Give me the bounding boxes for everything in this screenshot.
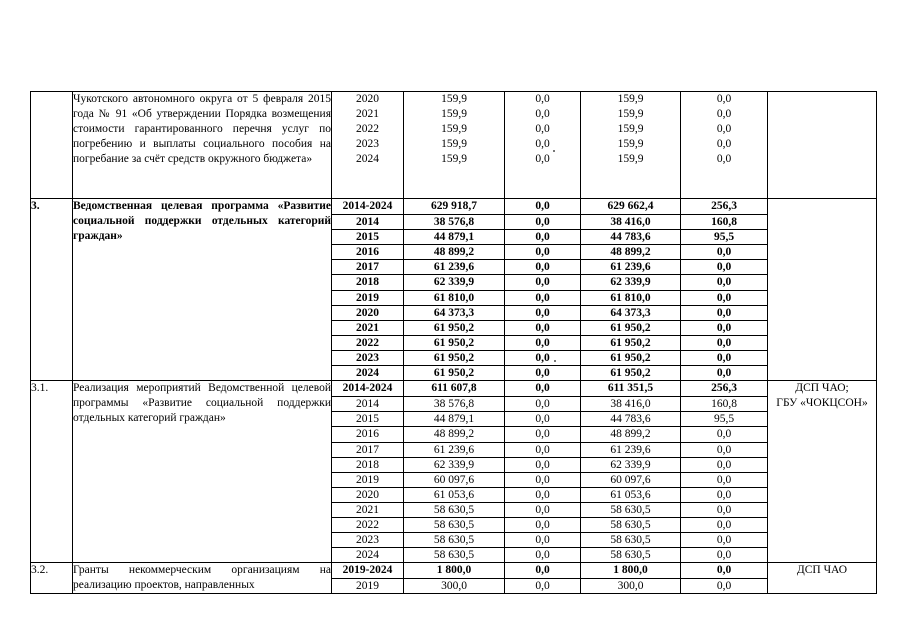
total-value: 60 097,6 xyxy=(404,472,504,487)
regional-value: 58 630,5 xyxy=(581,547,680,562)
other-value: 160,8 xyxy=(681,396,767,411)
other-value: 256,3 xyxy=(711,200,737,212)
other-value: 0,0 xyxy=(716,564,732,577)
other-value: 0,0 xyxy=(681,442,767,457)
other-value: 0,0 xyxy=(681,350,767,365)
years-value: 2022 xyxy=(332,335,403,350)
other-value: 0,0 xyxy=(716,108,732,121)
other-cell xyxy=(681,381,768,563)
federal-cell xyxy=(505,563,581,594)
years-value: 2024 xyxy=(332,547,403,562)
other-value: 0,0 xyxy=(681,244,767,259)
total-value: 159,9 xyxy=(441,138,467,151)
total-value: 300,0 xyxy=(404,578,504,593)
row-number: 3.1. xyxy=(31,381,73,563)
executor-cell xyxy=(768,92,877,199)
total-value: 58 630,5 xyxy=(404,547,504,562)
regional-value: 629 662,4 xyxy=(607,200,654,212)
total-value: 159,9 xyxy=(441,108,467,121)
row-description xyxy=(73,92,332,199)
executor-cell xyxy=(768,199,877,381)
total-value: 58 630,5 xyxy=(404,532,504,547)
years-value: 2021 xyxy=(332,502,403,517)
years-value: 2019 xyxy=(332,578,403,593)
row-number xyxy=(31,92,73,199)
total-value: 629 918,7 xyxy=(431,200,477,212)
regional-value: 64 373,3 xyxy=(581,305,680,320)
regional-value: 58 630,5 xyxy=(581,532,680,547)
total-value: 62 339,9 xyxy=(404,274,504,289)
executor-line: ДСП ЧАО; xyxy=(795,382,849,395)
years-value: 2018 xyxy=(332,274,403,289)
years-value: 2017 xyxy=(332,259,403,274)
regional-value: 48 899,2 xyxy=(581,244,680,259)
table-row xyxy=(31,563,877,594)
other-value: 0,0 xyxy=(681,426,767,441)
federal-cell xyxy=(505,381,581,563)
regional-value: 159,9 xyxy=(617,153,644,166)
regional-value: 61 950,2 xyxy=(581,320,680,335)
table-row xyxy=(31,381,877,563)
description-text: Чукотского автономного округа от 5 февраля 2015 года № 91 «Об утверждении Порядка возмещения стоимости гарантированного перечня услуг по погребению и выплаты социального пособия на погребание за счёт средств окружного бюджета» xyxy=(73,93,331,166)
years-value: 2018 xyxy=(332,457,403,472)
total-value: 64 373,3 xyxy=(404,305,504,320)
federal-value: 0,0 xyxy=(505,457,580,472)
regional-value: 38 416,0 xyxy=(581,214,680,229)
row-number: 3.2. xyxy=(31,563,73,594)
years-value: 2014-2024 xyxy=(342,382,393,395)
federal-value: 0,0 xyxy=(535,564,550,577)
federal-value: 0,0 xyxy=(505,290,580,305)
total-value: 611 607,8 xyxy=(431,382,477,395)
years-value: 2015 xyxy=(332,229,403,244)
years-value: 2014 xyxy=(332,396,403,411)
years-cell xyxy=(332,199,404,381)
years-value: 2014 xyxy=(332,214,403,229)
years-value: 2023 xyxy=(332,532,403,547)
regional-value: 44 783,6 xyxy=(581,229,680,244)
years-value: 2022 xyxy=(332,517,403,532)
federal-value: 0,0 xyxy=(505,472,580,487)
regional-value: 58 630,5 xyxy=(581,517,680,532)
federal-value: 0,0 xyxy=(505,335,580,350)
federal-value: 0,0 xyxy=(505,365,580,380)
federal-value: 0,0 xyxy=(505,578,580,593)
regional-value: 61 053,6 xyxy=(581,487,680,502)
years-value: 2017 xyxy=(332,442,403,457)
federal-value: 0,0 xyxy=(535,200,550,212)
regional-value: 159,9 xyxy=(617,108,644,121)
total-value: 38 576,8 xyxy=(404,396,504,411)
years-value: 2019 xyxy=(332,472,403,487)
total-value: 61 950,2 xyxy=(404,320,504,335)
total-value: 61 950,2 xyxy=(404,335,504,350)
federal-value: 0,0 xyxy=(505,442,580,457)
years-value: 2014-2024 xyxy=(342,200,393,212)
total-value: 61 810,0 xyxy=(404,290,504,305)
total-value: 61 950,2 xyxy=(404,365,504,380)
federal-value: 0,0 xyxy=(505,487,580,502)
total-value: 61 239,6 xyxy=(404,442,504,457)
years-value: 2020 xyxy=(332,305,403,320)
total-cell xyxy=(404,563,505,594)
other-value: 0,0 xyxy=(716,153,732,166)
other-cell xyxy=(681,199,768,381)
total-value: 58 630,5 xyxy=(404,517,504,532)
years-value: 2016 xyxy=(332,426,403,441)
regional-cell xyxy=(581,381,681,563)
total-value: 61 950,2 xyxy=(404,350,504,365)
other-cell xyxy=(681,563,768,594)
other-value: 0,0 xyxy=(716,138,732,151)
scan-speck xyxy=(554,360,556,362)
other-value: 0,0 xyxy=(681,305,767,320)
row-description xyxy=(73,563,332,594)
total-value: 58 630,5 xyxy=(404,502,504,517)
federal-value: 0,0 xyxy=(535,108,550,121)
federal-value: 0,0 xyxy=(505,229,580,244)
total-value: 44 879,1 xyxy=(404,411,504,426)
row-description xyxy=(73,199,332,381)
total-value: 159,9 xyxy=(441,123,467,136)
regional-value: 300,0 xyxy=(581,578,680,593)
years-value: 2021 xyxy=(332,320,403,335)
total-value: 48 899,2 xyxy=(404,426,504,441)
regional-value: 60 097,6 xyxy=(581,472,680,487)
federal-value: 0,0 xyxy=(505,214,580,229)
total-value: 61 239,6 xyxy=(404,259,504,274)
years-value: 2019 xyxy=(332,290,403,305)
federal-value: 0,0 xyxy=(505,259,580,274)
years-value: 2024 xyxy=(356,153,379,166)
executor-cell xyxy=(768,381,877,563)
other-value: 0,0 xyxy=(681,502,767,517)
federal-value: 0,0 xyxy=(505,517,580,532)
other-value: 0,0 xyxy=(681,578,767,593)
years-value: 2021 xyxy=(356,108,379,121)
years-value: 2020 xyxy=(356,93,379,105)
years-value: 2023 xyxy=(356,138,379,151)
regional-value: 61 950,2 xyxy=(581,365,680,380)
other-cell xyxy=(681,92,768,199)
regional-value: 58 630,5 xyxy=(581,502,680,517)
other-value: 160,8 xyxy=(681,214,767,229)
federal-value: 0,0 xyxy=(505,547,580,562)
regional-value: 38 416,0 xyxy=(581,396,680,411)
table-row xyxy=(31,199,877,381)
other-value: 0,0 xyxy=(681,487,767,502)
federal-value: 0,0 xyxy=(505,320,580,335)
federal-value: 0,0 xyxy=(505,532,580,547)
regional-cell xyxy=(581,92,681,199)
regional-value: 159,9 xyxy=(617,123,644,136)
regional-value: 48 899,2 xyxy=(581,426,680,441)
other-value: 0,0 xyxy=(681,457,767,472)
total-cell xyxy=(404,92,505,199)
federal-value: 0,0 xyxy=(535,93,550,105)
years-cell xyxy=(332,92,404,199)
executor-cell: ДСП ЧАО xyxy=(768,563,877,594)
other-value: 256,3 xyxy=(711,382,737,395)
row-description xyxy=(73,381,332,563)
total-cell xyxy=(404,199,505,381)
federal-value: 0,0 xyxy=(535,153,550,166)
years-value: 2020 xyxy=(332,487,403,502)
federal-cell xyxy=(505,199,581,381)
total-value: 48 899,2 xyxy=(404,244,504,259)
years-value: 2016 xyxy=(332,244,403,259)
description-text: Реализация мероприятий Ведомственной целевой программы «Развитие социальной поддержки отдельных категорий граждан» xyxy=(73,382,331,425)
federal-value: 0,0 xyxy=(505,305,580,320)
federal-value: 0,0 xyxy=(505,274,580,289)
total-value: 61 053,6 xyxy=(404,487,504,502)
federal-value: 0,0 xyxy=(505,396,580,411)
federal-value: 0,0 xyxy=(535,382,550,395)
other-value: 0,0 xyxy=(681,547,767,562)
description-text: Ведомственная целевая программа «Развитие социальной поддержки отдельных категорий граждан» xyxy=(73,200,331,243)
total-value: 1 800,0 xyxy=(436,564,472,577)
regional-value: 1 800,0 xyxy=(613,564,648,577)
row-number: 3. xyxy=(31,199,73,381)
regional-value: 61 950,2 xyxy=(581,350,680,365)
regional-value: 61 810,0 xyxy=(581,290,680,305)
federal-value: 0,0 xyxy=(535,123,550,136)
other-value: 0,0 xyxy=(681,532,767,547)
funding-table xyxy=(30,91,877,594)
regional-cell xyxy=(581,563,681,594)
regional-cell xyxy=(581,199,681,381)
regional-value: 61 239,6 xyxy=(581,259,680,274)
other-value: 0,0 xyxy=(681,290,767,305)
other-value: 0,0 xyxy=(681,472,767,487)
federal-value: 0,0 xyxy=(505,411,580,426)
other-value: 0,0 xyxy=(716,93,732,105)
other-value: 0,0 xyxy=(681,274,767,289)
other-value: 0,0 xyxy=(716,123,732,136)
federal-value: 0,0 xyxy=(505,350,580,365)
years-value: 2019-2024 xyxy=(342,564,393,577)
years-value: 2015 xyxy=(332,411,403,426)
total-value: 159,9 xyxy=(441,153,467,166)
other-value: 95,5 xyxy=(681,229,767,244)
years-cell xyxy=(332,381,404,563)
total-value: 62 339,9 xyxy=(404,457,504,472)
other-value: 0,0 xyxy=(681,259,767,274)
total-value: 38 576,8 xyxy=(404,214,504,229)
other-value: 95,5 xyxy=(681,411,767,426)
years-cell xyxy=(332,563,404,594)
federal-value: 0,0 xyxy=(505,426,580,441)
total-value: 44 879,1 xyxy=(404,229,504,244)
other-value: 0,0 xyxy=(681,335,767,350)
regional-value: 159,9 xyxy=(617,93,644,105)
regional-value: 62 339,9 xyxy=(581,457,680,472)
years-value: 2022 xyxy=(356,123,379,136)
regional-value: 62 339,9 xyxy=(581,274,680,289)
years-value: 2024 xyxy=(332,365,403,380)
other-value: 0,0 xyxy=(681,365,767,380)
other-value: 0,0 xyxy=(681,320,767,335)
scan-speck xyxy=(553,150,555,152)
regional-value: 159,9 xyxy=(617,138,644,151)
executor-line: ГБУ «ЧОКЦСОН» xyxy=(776,397,868,410)
federal-value: 0,0 xyxy=(505,502,580,517)
years-value: 2023 xyxy=(332,350,403,365)
total-cell xyxy=(404,381,505,563)
description-text: Гранты некоммерческим организациям на реализацию проектов, направленных xyxy=(73,564,331,592)
federal-value: 0,0 xyxy=(535,138,550,151)
regional-value: 44 783,6 xyxy=(581,411,680,426)
regional-value: 611 351,5 xyxy=(607,382,654,395)
federal-value: 0,0 xyxy=(505,244,580,259)
other-value: 0,0 xyxy=(681,517,767,532)
total-value: 159,9 xyxy=(441,93,467,105)
regional-value: 61 950,2 xyxy=(581,335,680,350)
federal-cell xyxy=(505,92,581,199)
table-row xyxy=(31,92,877,199)
regional-value: 61 239,6 xyxy=(581,442,680,457)
